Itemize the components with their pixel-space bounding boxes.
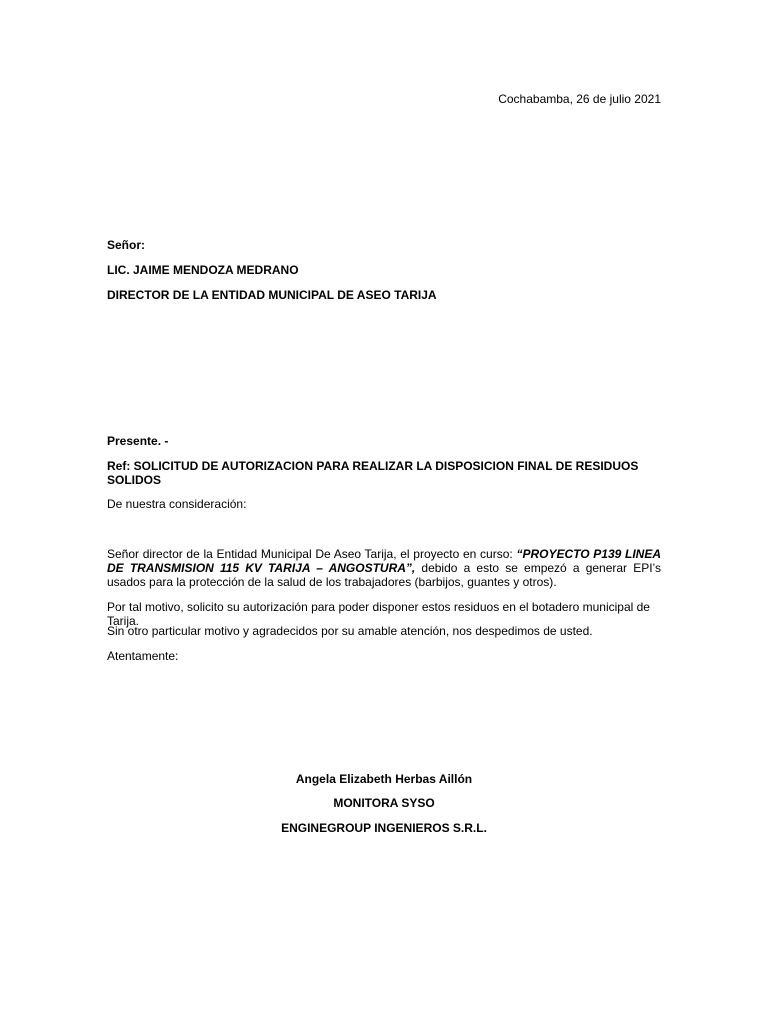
body-paragraph-1 xyxy=(107,547,661,589)
body-1-intro: Señor director de la Entidad Municipal De Aseo Tarija, el proyecto en curso: xyxy=(107,547,517,561)
project-name: “PROYECTO P139 LINEA DE TRANSMISION 115 KV TARIJA – ANGOSTURA”, xyxy=(107,547,661,575)
body-1-rest: debido a esto se empezó a generar EPI’s usados para la protección de la salud de los trabajadores (barbijos, guantes y otros). xyxy=(107,561,661,589)
presente-line: Presente. - xyxy=(107,434,169,448)
signer-name: Angela Elizabeth Herbas Aillón xyxy=(295,772,473,786)
reference-line: Ref: SOLICITUD DE AUTORIZACION PARA REALIZAR LA DISPOSICION FINAL DE RESIDUOS SOLIDOS xyxy=(107,459,639,487)
greeting: De nuestra consideración: xyxy=(107,497,247,511)
body-paragraph-2: Por tal motivo, solicito su autorización para poder disponer estos residuos en el botadero municipal de Tarija. xyxy=(107,600,650,628)
salutation-to: Señor: xyxy=(107,238,146,252)
signer-company: ENGINEGROUP INGENIEROS S.R.L. xyxy=(281,821,487,835)
body-paragraph-3: Sin otro particular motivo y agradecidos por su amable atención, nos despedimos de usted. xyxy=(107,624,593,638)
recipient-title: DIRECTOR DE LA ENTIDAD MUNICIPAL DE ASEO TARIJA xyxy=(107,288,437,302)
signer-role: MONITORA SYSO xyxy=(333,796,435,810)
place-date: Cochabamba, 26 de julio 2021 xyxy=(498,92,661,106)
recipient-name: LIC. JAIME MENDOZA MEDRANO xyxy=(107,263,299,277)
closing: Atentamente: xyxy=(107,649,179,663)
